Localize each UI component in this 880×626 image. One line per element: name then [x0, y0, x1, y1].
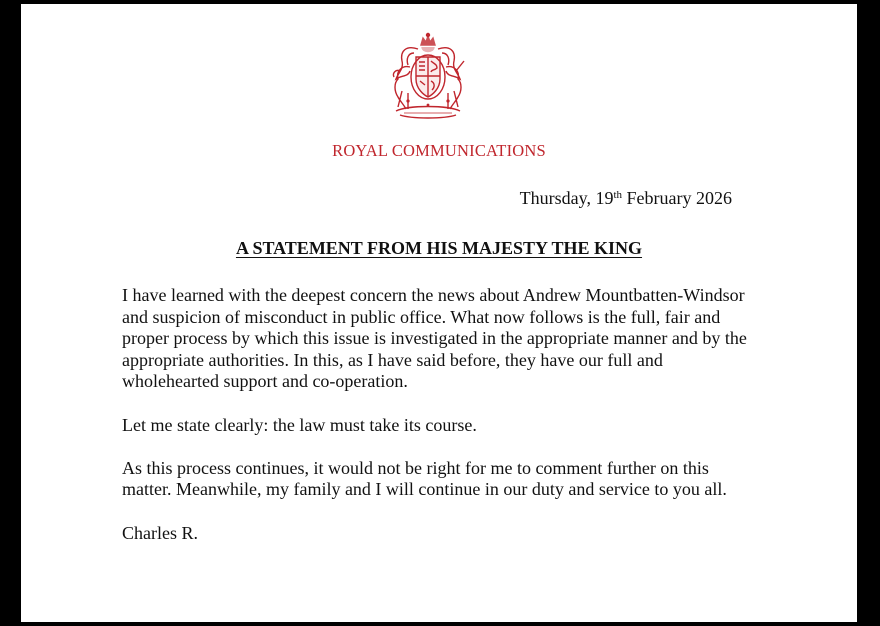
date-ordinal-suffix: th — [613, 189, 623, 201]
letter-date — [520, 188, 732, 209]
statement-body — [122, 285, 762, 544]
date-day: Thursday, 19 — [519, 188, 614, 208]
letterhead-office: ROYAL COMMUNICATIONS — [332, 141, 546, 160]
royal-coat-of-arms-icon — [378, 31, 478, 121]
letter-page — [21, 4, 857, 622]
signature: Charles R. — [122, 522, 198, 543]
statement-paragraph: I have learned with the deepest concern the news about Andrew Mountbatten-Windsor and suspicion of misconduct in public office. What now follows is the full, fair and proper process by which this issue is investigated in the appropriate manner and by the appropriate authorities. In this, as I have said before, they have our full and wholehearted support and co-operation. — [122, 285, 747, 392]
statement-paragraph: As this process continues, it would not be right for me to comment further on this matter. Meanwhile, my family and I will continue in our duty and service to you all. — [122, 457, 727, 500]
date-month-year: February 2026 — [622, 188, 732, 208]
statement-paragraph: Let me state clearly: the law must take its course. — [122, 414, 477, 435]
statement-heading: A STATEMENT FROM HIS MAJESTY THE KING — [235, 238, 643, 258]
